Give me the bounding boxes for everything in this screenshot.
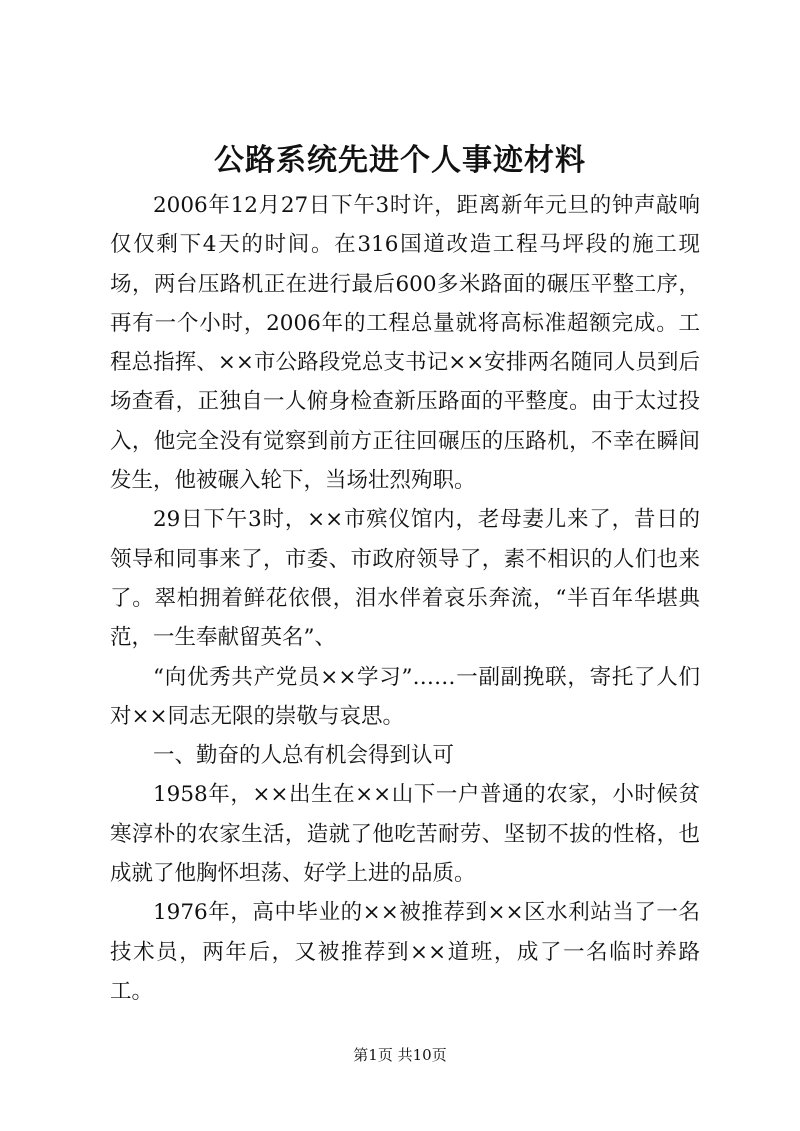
paragraph-accident: 2006年12月27日下午3时许，距离新年元旦的钟声敲响仅仅剩下4天的时间。在316国道改造工程马坪段的施工现场，两台压路机正在进行最后600多米路面的碾压平整工序，再有一个小时，2006年的工程总量就将高标准超额完成。工程总指挥、××市公路段党总支书记××安排两名随同人员到后场查看，正独自一人俯身检查新压路面的平整度。由于太过投入，他完全没有觉察到前方正往回碾压的压路机，不幸在瞬间发生，他被碾入轮下，当场壮烈殉职。 bbox=[110, 193, 700, 494]
section-heading-1: 一、勤奋的人总有机会得到认可 bbox=[153, 743, 455, 769]
document-title: 公路系统先进个人事迹材料 bbox=[214, 143, 586, 178]
paragraph-birth: 1958年，××出生在××山下一户普通的农家，小时候贫寒淳朴的农家生活，造就了他吃苦耐劳、坚韧不拔的性格，也成就了他胸怀坦荡、好学上进的品质。 bbox=[110, 782, 700, 887]
document-body bbox=[110, 186, 700, 1011]
paragraph-career-start: 1976年，高中毕业的××被推荐到××区水利站当了一名技术员，两年后，又被推荐到××道班，成了一名临时养路工。 bbox=[110, 900, 700, 1004]
paragraph-funeral: 29日下午3时，××市殡仪馆内，老母妻儿来了，昔日的领导和同事来了，市委、市政府领导了，素不相识的人们也来了。翠柏拥着鲜花依偎，泪水伴着哀乐奔流，“半百年华堪典范，一生奉献留英名”、 bbox=[110, 507, 700, 651]
paragraph-couplets: “向优秀共产党员××学习”……一副副挽联，寄托了人们对××同志无限的崇敬与哀思。 bbox=[110, 664, 700, 729]
page-number-footer: 第1页 共10页 bbox=[353, 1046, 447, 1064]
